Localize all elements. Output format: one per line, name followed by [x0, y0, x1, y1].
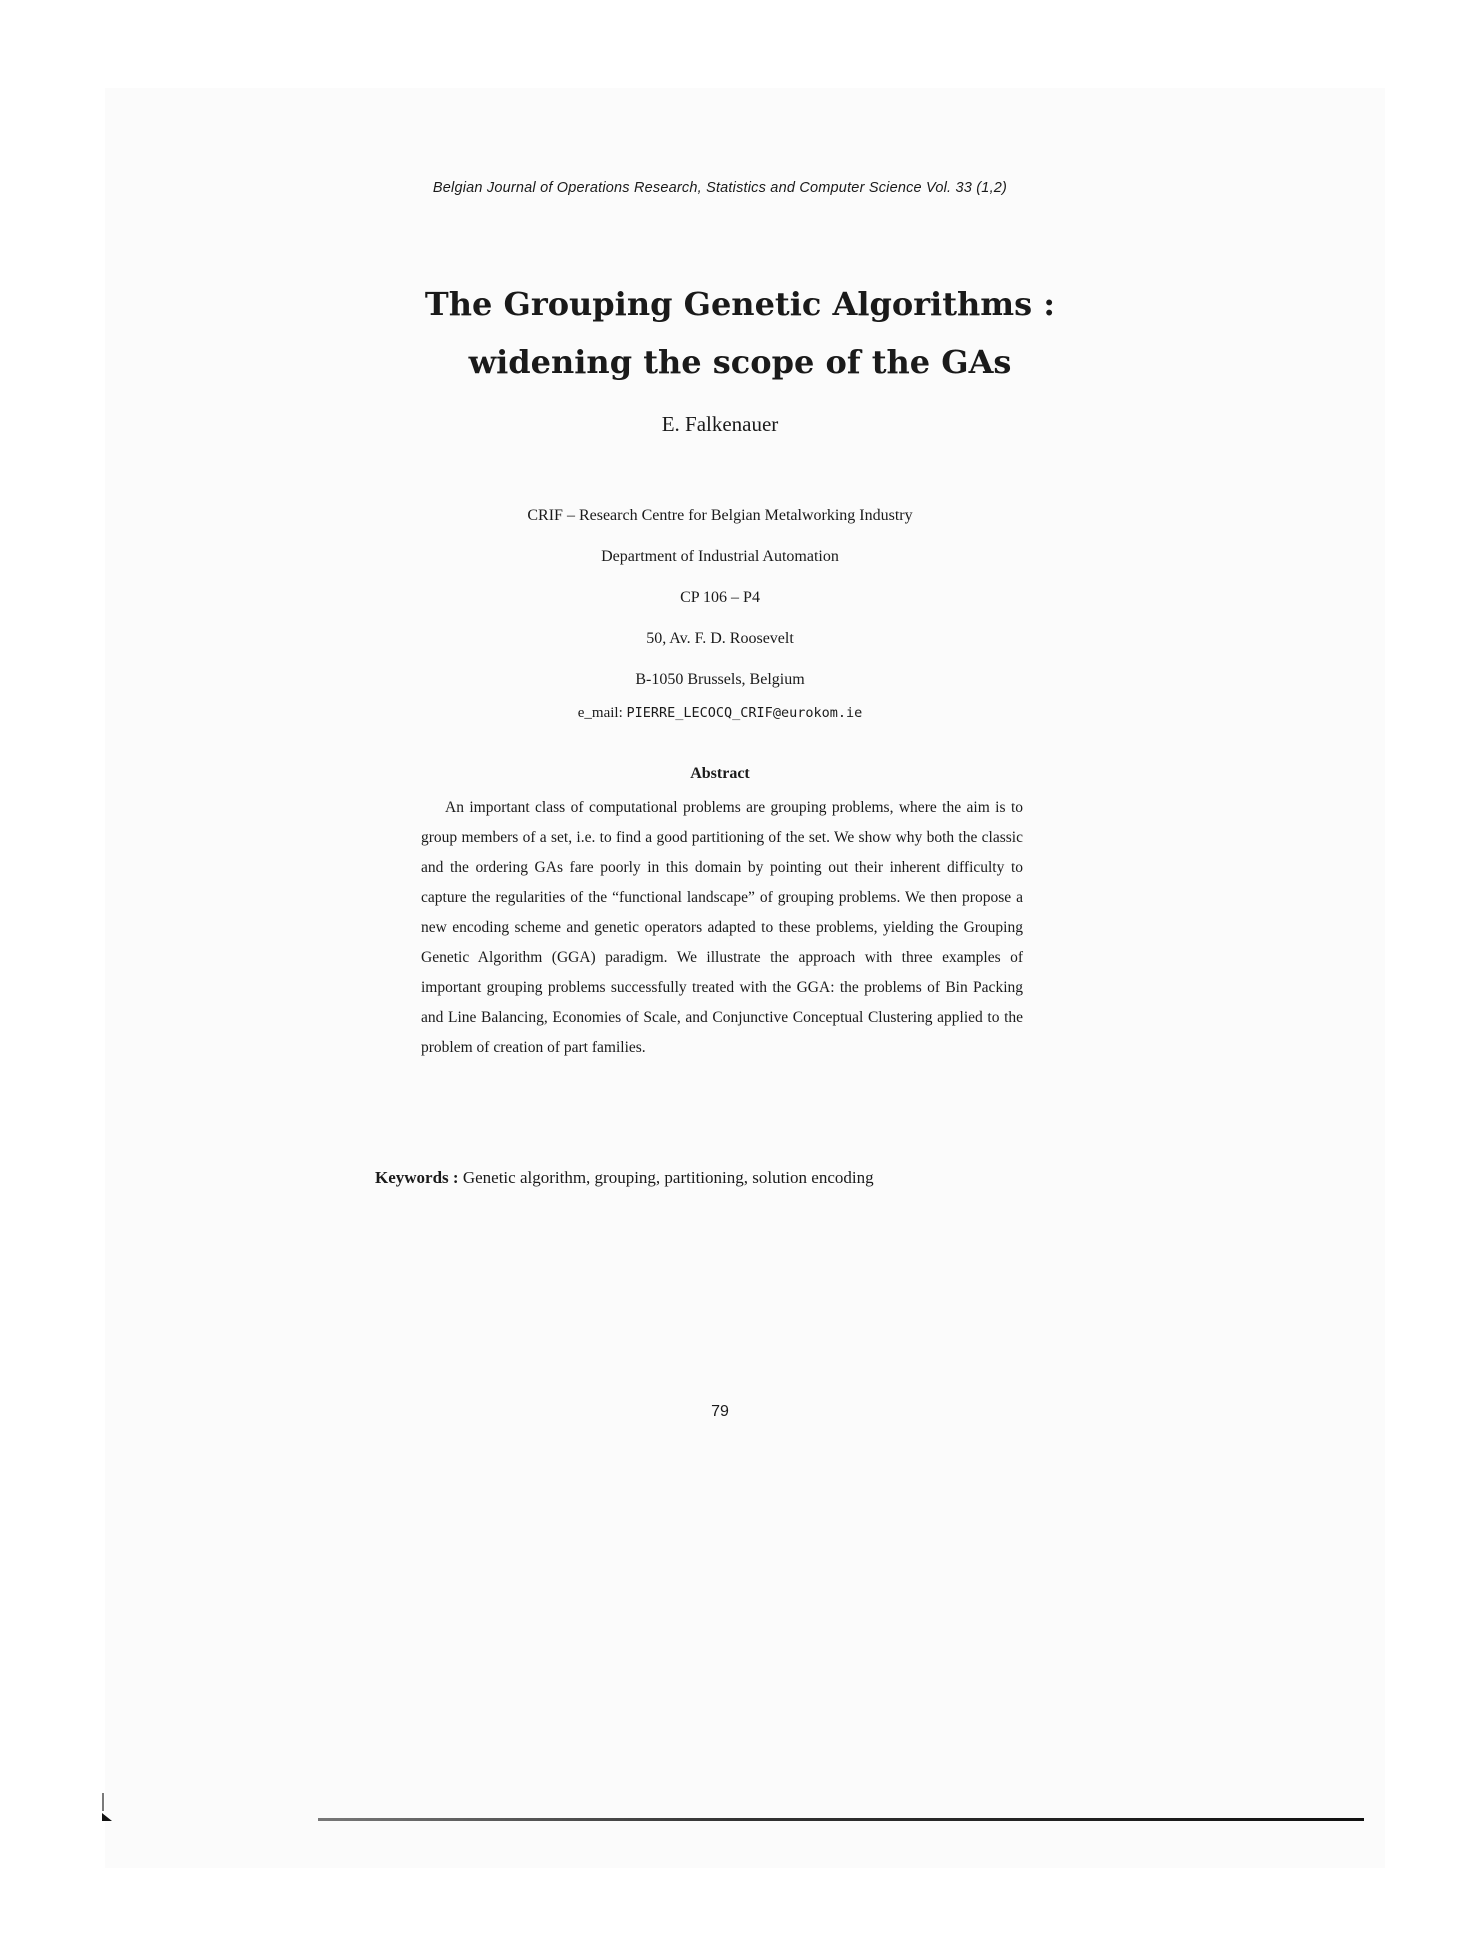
affiliation-block [430, 495, 1010, 700]
keywords-line [375, 1168, 1175, 1188]
keywords-label: Keywords : [375, 1168, 459, 1187]
abstract-heading: Abstract [690, 765, 750, 782]
email-label: e_mail: [577, 705, 623, 721]
email-line [430, 705, 1010, 722]
scan-corner-mark [100, 1793, 114, 1823]
abstract-body: An important class of computational problems are grouping problems, where the aim is to group members of a set, i.e. to find a good partitioning of the set. We show why both the classic and the ordering GAs fare poorly in this domain by pointing out their inherent difficulty to capture the regularities of the “functional landscape” of grouping problems. We then propose a new encoding scheme and genetic operators adapted to these problems, yielding the Grouping Genetic Algorithm (GGA) paradigm. We illustrate the approach with three examples of important grouping problems successfully treated with the GGA: the problems of Bin Packing and Line Balancing, Economies of Scale, and Conjunctive Conceptual Clustering applied to the problem of creation of part families. [421, 799, 1023, 1056]
affiliation-line: B-1050 Brussels, Belgium [635, 671, 805, 688]
email-address: PIERRE_LECOCQ_CRIF@eurokom.ie [626, 705, 863, 721]
paper-title-line-1: The Grouping Genetic Algorithms : [424, 285, 1056, 323]
affiliation-line: Department of Industrial Automation [601, 548, 839, 565]
bottom-rule [318, 1818, 1364, 1821]
keywords-text: Genetic algorithm, grouping, partitioning, solution encoding [462, 1168, 874, 1187]
author-name: E. Falkenauer [661, 412, 779, 436]
paper-title [330, 275, 1150, 391]
affiliation-line: 50, Av. F. D. Roosevelt [646, 630, 794, 647]
journal-header: Belgian Journal of Operations Research, Statistics and Computer Science Vol. 33 (1,2) [432, 180, 1008, 196]
affiliation-line: CP 106 – P4 [680, 589, 760, 606]
paper-title-line-2: widening the scope of the GAs [468, 343, 1012, 381]
affiliation-line: CRIF – Research Centre for Belgian Metalworking Industry [527, 507, 913, 524]
page-number: 79 [711, 1403, 729, 1420]
